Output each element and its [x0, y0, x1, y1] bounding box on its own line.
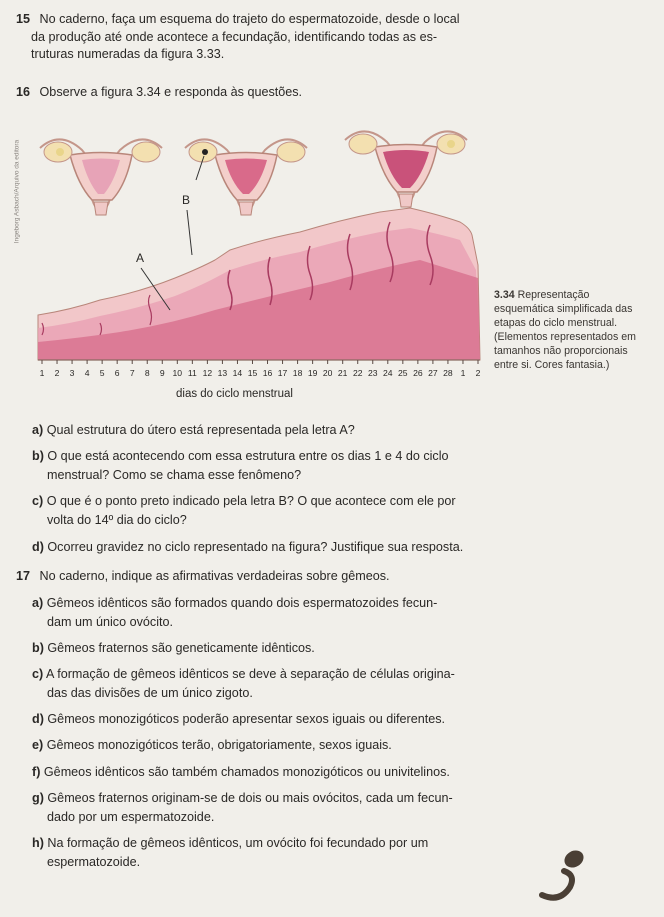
q16-item-c-text-1: O que é o ponto preto indicado pela letra B? O que acontece com ele por	[46, 494, 456, 508]
day-tick-label: 4	[84, 368, 90, 378]
day-tick-label: 25	[398, 368, 408, 378]
q17-item-h-text-2: espermatozoide.	[47, 855, 141, 869]
q17-item-d	[32, 712, 445, 727]
day-tick-label: 24	[383, 368, 393, 378]
q16-item-a-letter: a)	[32, 423, 44, 437]
day-tick-label: 13	[217, 368, 228, 378]
day-tick-label: 11	[187, 368, 197, 378]
day-tick-label: 9	[159, 368, 165, 378]
day-tick-label: 22	[352, 368, 363, 378]
q15-text-1: No caderno, faça um esquema do trajeto do espermatozoide, desde o local	[39, 12, 460, 26]
day-tick-label: 6	[114, 368, 120, 378]
figure-caption-line-4: (Elementos representados em	[494, 331, 636, 343]
q16-intro: Observe a figura 3.34 e responda às questões.	[39, 85, 303, 99]
q15-line-2: da produção até onde acontece a fecundação, identificando todas as es-	[31, 30, 438, 44]
q16-item-d-text: Ocorreu gravidez no ciclo representado na figura? Justifique sua resposta.	[47, 540, 464, 554]
q17-item-e-text: Gêmeos monozigóticos terão, obrigatoriamente, sexos iguais.	[46, 738, 392, 752]
q17-item-a-letter: a)	[32, 596, 44, 610]
q15-number: 15	[16, 12, 31, 26]
figure-caption-line-3: etapas do ciclo menstrual.	[494, 317, 618, 329]
label-a: A	[136, 251, 145, 265]
q15-line-1	[16, 12, 460, 27]
uterus-2	[185, 139, 307, 215]
q16-item-b-text-1: O que está acontecendo com essa estrutura entre os dias 1 e 4 do ciclo	[47, 449, 449, 463]
q17-item-d-letter: d)	[32, 712, 44, 726]
day-tick-label: 20	[322, 368, 333, 378]
figure-caption-id: 3.34	[494, 289, 515, 301]
q17-item-b-text: Gêmeos fraternos são geneticamente idênticos.	[47, 641, 315, 655]
q17-item-h-letter: h)	[32, 836, 44, 850]
q17-item-e	[32, 738, 392, 753]
q16-intro-line	[16, 85, 302, 100]
axis-title: dias do ciclo menstrual	[176, 388, 293, 400]
q17-item-b-letter: b)	[32, 641, 44, 655]
day-tick-labels	[40, 368, 481, 378]
day-tick-label: 3	[69, 368, 75, 378]
q17-item-g-text-2: dado por um espermatozoide.	[47, 810, 215, 824]
day-tick-label: 8	[144, 368, 150, 378]
figure-caption-line-5: tamanhos não proporcionais	[494, 345, 628, 357]
q16-item-c	[32, 494, 456, 509]
day-tick-label: 21	[337, 368, 348, 378]
figure-caption-line-2: esquemática simplificada das	[494, 303, 633, 315]
day-tick-label: 2	[54, 368, 60, 378]
q17-item-a-text-1: Gêmeos idênticos são formados quando dois espermatozoides fecun-	[46, 596, 438, 610]
day-tick-label: 7	[129, 368, 135, 378]
figure-caption-text-1: Representação	[517, 289, 590, 301]
day-tick-label: 5	[99, 368, 105, 378]
q16-item-c-text-2: volta do 14º dia do ciclo?	[47, 513, 187, 527]
day-tick-label: 12	[202, 368, 213, 378]
day-tick-label: 10	[172, 368, 183, 378]
q17-item-h-text-1: Na formação de gêmeos idênticos, um ovócito foi fecundado por um	[47, 836, 429, 850]
image-credit: Ingeborg Asbach/Arquivo da editora	[13, 139, 21, 244]
day-tick-label: 1	[39, 368, 45, 378]
day-tick-label: 15	[247, 368, 258, 378]
day-tick-label: 16	[262, 368, 273, 378]
q17-item-d-text: Gêmeos monozigóticos poderão apresentar sexos iguais ou diferentes.	[47, 712, 446, 726]
day-tick-label: 26	[413, 368, 423, 378]
q17-item-g-text-1: Gêmeos fraternos originam-se de dois ou mais ovócitos, cada um fecun-	[47, 791, 453, 805]
uterus-3	[345, 131, 467, 207]
endometrium-band	[38, 208, 480, 364]
q16-item-b	[32, 449, 449, 464]
day-tick-label: 27	[428, 368, 438, 378]
q16-item-b-letter: b)	[32, 449, 44, 463]
q16-item-a	[32, 423, 355, 438]
day-tick-label: 19	[307, 368, 318, 378]
q17-item-h	[32, 836, 428, 851]
q17-item-f-text: Gêmeos idênticos são também chamados monozigóticos ou univitelinos.	[43, 765, 450, 779]
q17-item-a	[32, 596, 437, 611]
figure-caption-line-1	[494, 289, 589, 302]
q16-item-d-letter: d)	[32, 540, 44, 554]
q17-item-f-letter: f)	[32, 765, 41, 779]
day-tick-label: 14	[232, 368, 243, 378]
q16-number: 16	[16, 85, 31, 99]
day-tick-marks	[42, 360, 478, 364]
q17-item-a-text-2: dam um único ovócito.	[47, 615, 173, 629]
q15-line-3: truturas numeradas da figura 3.33.	[31, 47, 225, 61]
q17-item-c-text-1: A formação de gêmeos idênticos se deve à separação de células origina-	[46, 667, 455, 681]
day-tick-label: 2	[475, 368, 481, 378]
q16-item-c-letter: c)	[32, 494, 44, 508]
q17-item-b	[32, 641, 315, 656]
day-tick-label: 28	[443, 368, 453, 378]
q17-intro-line	[16, 569, 390, 584]
q17-number: 17	[16, 569, 31, 583]
q17-item-c-text-2: das das divisões de um único zigoto.	[47, 686, 253, 700]
q17-item-e-letter: e)	[32, 738, 44, 752]
q17-item-g-letter: g)	[32, 791, 44, 805]
day-tick-label: 23	[367, 368, 378, 378]
label-b: B	[182, 193, 191, 207]
q17-intro: No caderno, indique as afirmativas verdadeiras sobre gêmeos.	[39, 569, 390, 583]
q16-item-b-text-2: menstrual? Como se chama esse fenômeno?	[47, 468, 302, 482]
day-tick-label: 17	[277, 368, 288, 378]
q16-item-d	[32, 540, 463, 555]
uterus-1	[40, 139, 162, 215]
day-tick-label: 18	[292, 368, 303, 378]
q16-item-a-text: Qual estrutura do útero está representada pela letra A?	[46, 423, 355, 437]
q17-item-f	[32, 765, 450, 780]
q17-item-c-letter: c)	[32, 667, 44, 681]
figure-caption-line-6: entre si. Cores fantasia.)	[494, 359, 610, 371]
q17-item-c	[32, 667, 455, 682]
sperm-icon	[530, 845, 590, 905]
day-tick-label: 1	[460, 368, 466, 378]
q17-item-g	[32, 791, 453, 806]
